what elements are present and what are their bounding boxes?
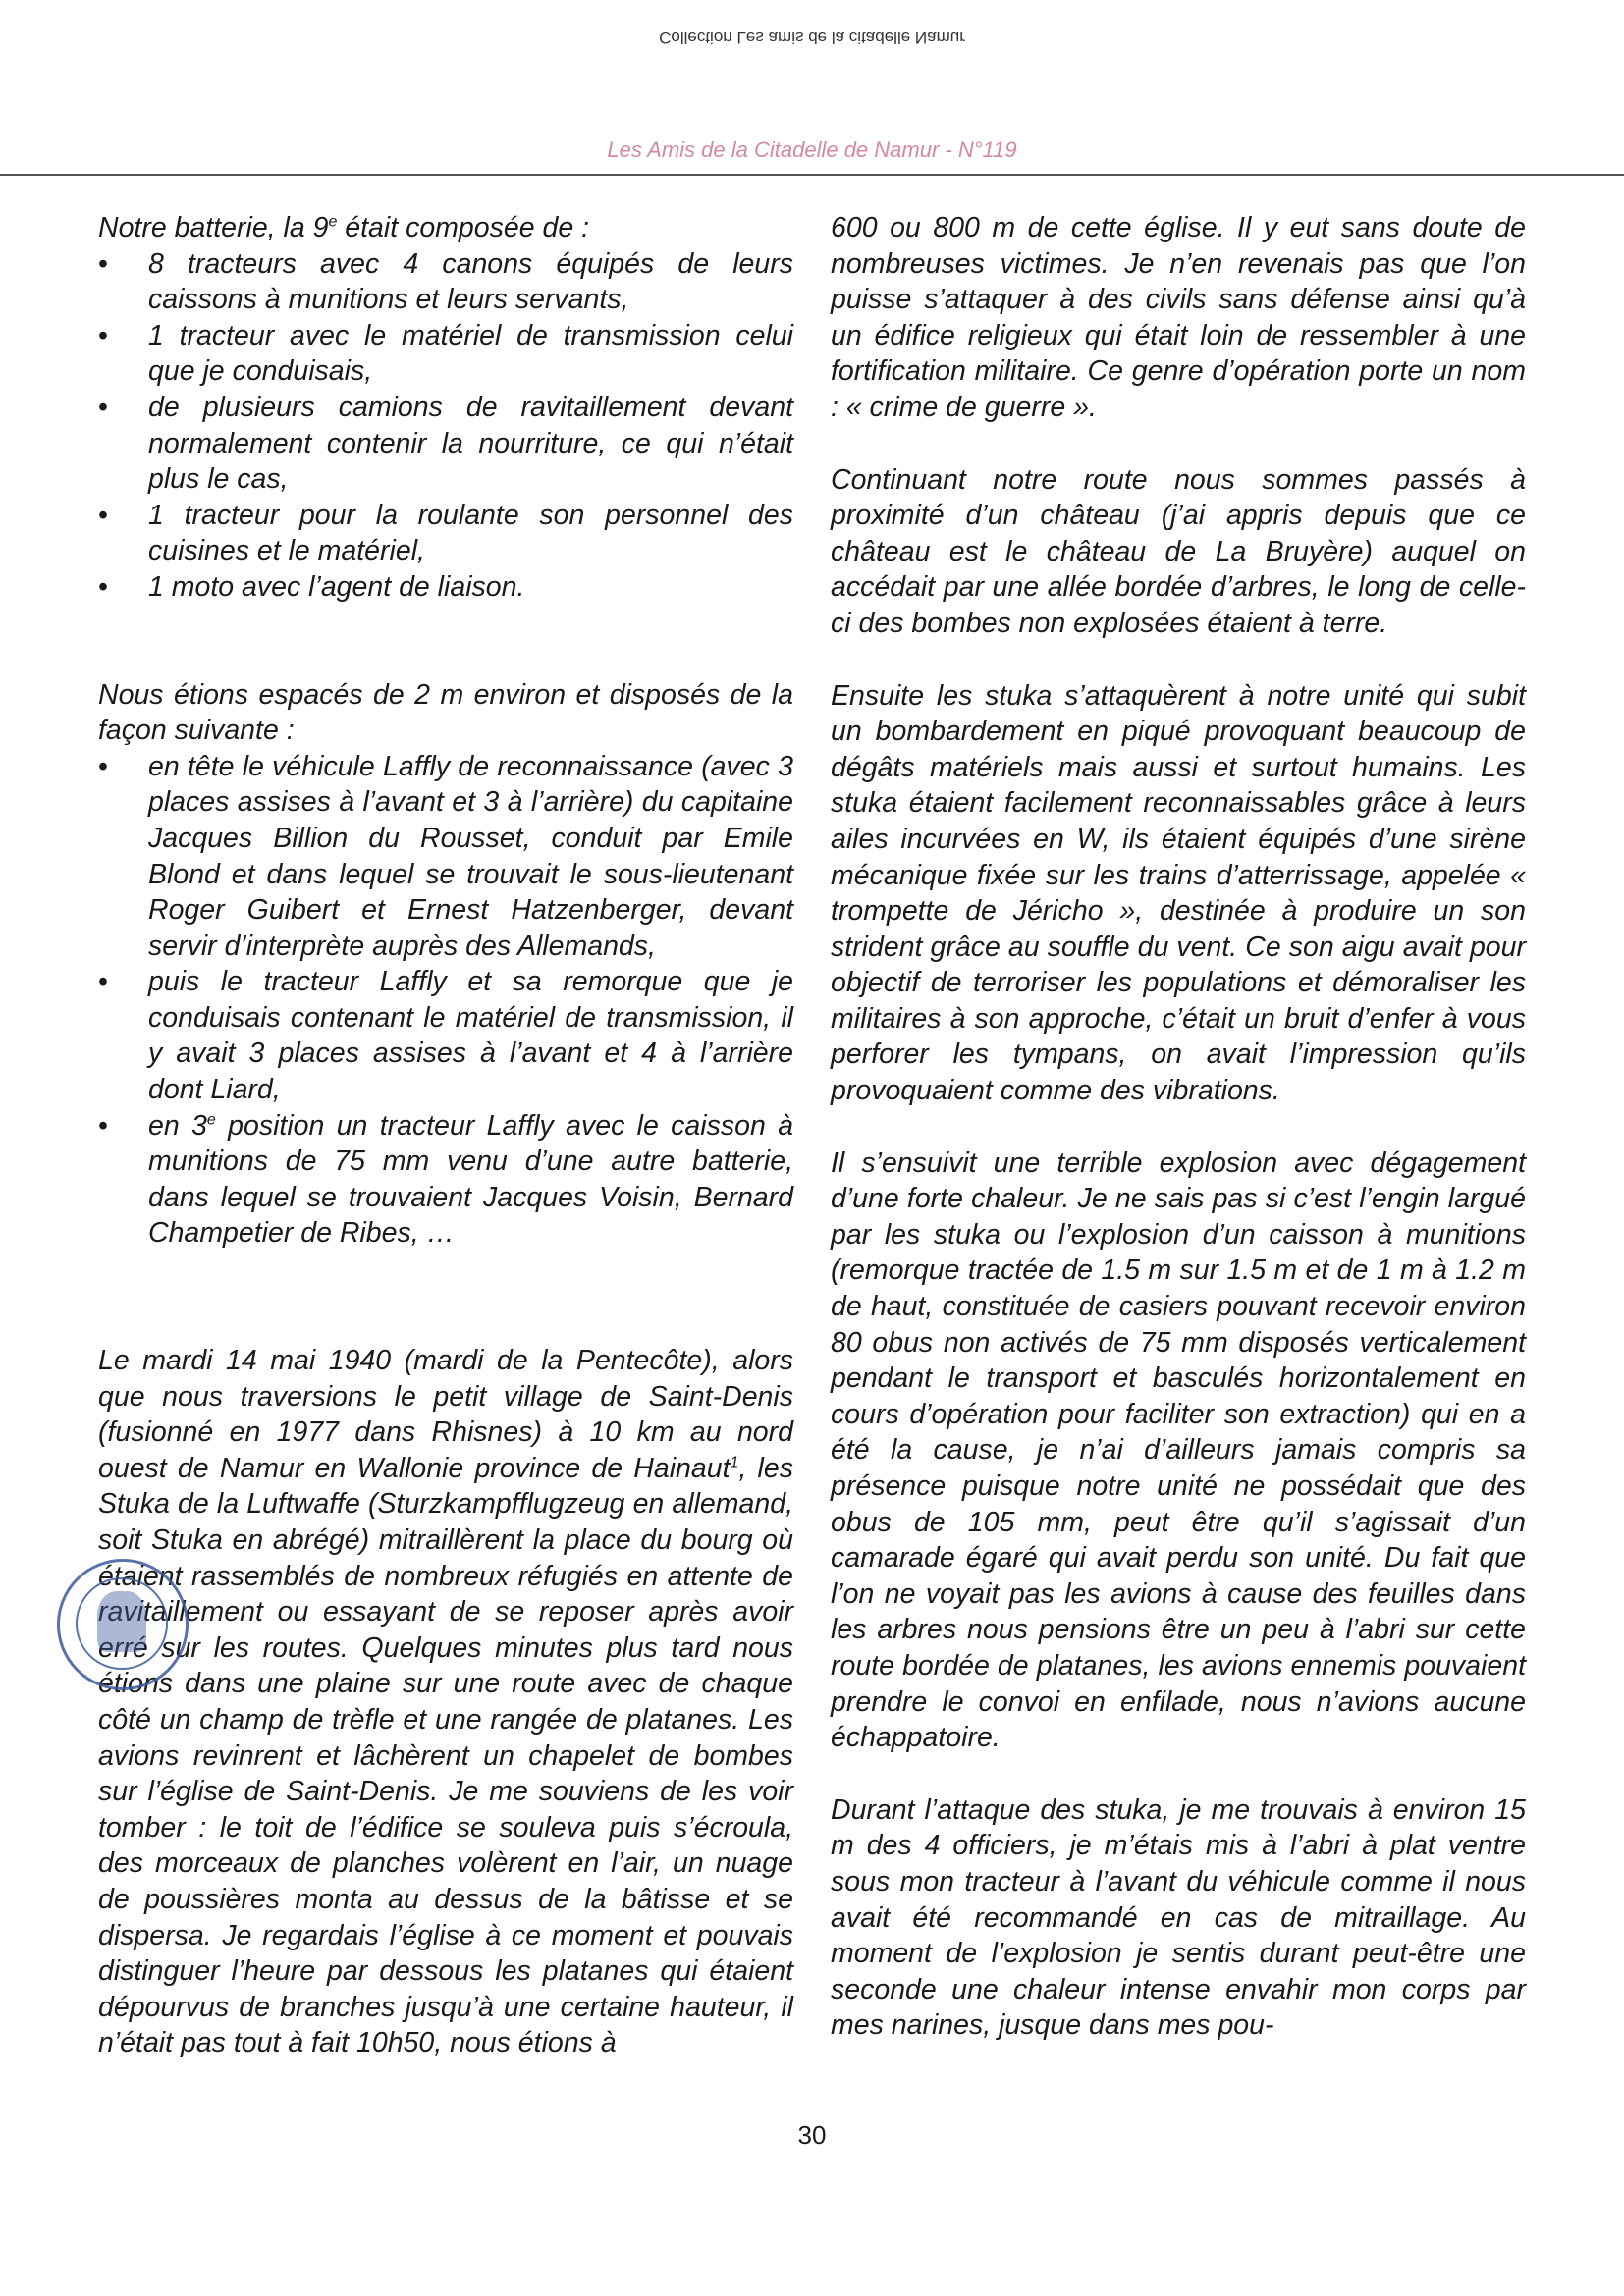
list-text: en 3: [148, 1109, 207, 1142]
spacer: [831, 426, 1526, 462]
intro-text: Notre batterie, la 9: [98, 212, 329, 243]
list-item: • 1 tracteur avec le matériel de transmission celui que je conduisais,: [98, 318, 793, 390]
paragraph: Il s’ensuivit une terrible explosion avec dégagement d’une forte chaleur. Je ne sais pas si c’est l’engin largué par les stuka ou l’explosion d’un caisson à munitions (remorque tractée de 1.5 m sur 1.5 m et de 1 m à 1.2 m de haut, constituée de casiers pouvant recevoir environ 80 obus non activés de 75 mm disposés verticalement pendant le transport et basculés horizontalement en cours d’opération pour faciliter son extraction) qui en a été la cause, je n’ai d’ailleurs jamais compris sa présence puisque notre unité ne possédait que des obus de 105 mm, peut être qu’il s’agissait d’un camarade égaré qui avait perdu son unité. Du fait que l’on ne voyait pas les avions à cause des feuilles dans les arbres nous pensions être un peu à l’abri sur cette route bordée de platanes, les avions ennemis pouvaient prendre le convoi en enfilade, nous n’avions aucune échappatoire.: [831, 1147, 1526, 1754]
battery-list: [98, 246, 793, 606]
list-item: • 8 tracteurs avec 4 canons équipés de leurs caissons à munitions et leurs servants,: [98, 246, 793, 318]
formation-paragraph: Nous étions espacés de 2 m environ et disposés de la façon suivante :: [98, 678, 793, 747]
spacer: [831, 1109, 1526, 1146]
mirrored-collection-text: Collection Les amis de la citadelle Namur: [659, 28, 965, 47]
paragraph: Durant l’attaque des stuka, je me trouvais à environ 15 m des 4 officiers, je m’étais mis à l’abri à plat ventre sous mon tracteur à l’avant du véhicule comme il nous avait été recommandé en cas de mitraillage. Au moment de l’explosion je sentis durant peut-être une seconde une chaleur intense envahir mon corps par mes narines, jusque dans mes pou-: [831, 1793, 1526, 2042]
running-header: Les Amis de la Citadelle de Namur - N°119: [607, 137, 1017, 162]
intro-paragraph: [98, 210, 793, 246]
list-item: • 1 tracteur pour la roulante son personnel des cuisines et le matériel,: [98, 498, 793, 569]
library-stamp-icon: [57, 1559, 189, 1690]
paragraph: 600 ou 800 m de cette église. Il y eut sans doute de nombreuses victimes. Je n’en revenais pas que l’on puisse s’attaquer à des civils sans défense ainsi qu’à un édifice religieux qui était loin de ressembler à une fortification militaire. Ce genre d’opération porte un nom : « crime de guerre ».: [831, 212, 1526, 423]
left-column: [98, 210, 793, 2061]
list-item: • en tête le véhicule Laffly de reconnaissance (avec 3 places assises à l’avant et 3 à l’arrière) du capitaine Jacques Billion du Rousset, conduit par Emile Blond et dans lequel se trouvait le sous-lieutenant Roger Guibert et Ernest Hatzenberger, devant servir d’interprète auprès des Allemands,: [98, 749, 793, 965]
right-column: [831, 210, 1526, 2044]
intro-sup: e: [328, 213, 338, 231]
intro-rest: était composée de :: [337, 212, 590, 243]
stamp-figure: [97, 1591, 146, 1652]
spacer: [831, 642, 1526, 678]
spacer: [831, 1756, 1526, 1792]
spacer: [98, 1323, 793, 1343]
list-sup: e: [206, 1111, 216, 1129]
narrative-text: , les Stuka de la Luftwaffe (Sturzkampfflugzeug en allemand, soit Stuka en abrégé) mitraillèrent la place du bourg où étaient rassemblés de nombreux réfugiés en attente de ravitaillement ou essayant de se reposer après avoir erré sur les routes. Quelques minutes plus tard nous étions dans une plaine sur une route avec de chaque côté un champ de trèfle et une rangée de platanes. Les avions revinrent et lâchèrent un chapelet de bombes sur l’église de Saint-Denis. Je me souviens de les voir tomber : le toit de l’édifice se souleva puis s’écroula, des morceaux de planches volèrent en l’air, un nuage de poussières monta au dessus de la bâtisse et se dispersa. Je regardais l’église à ce moment et pouvais distinguer l’heure par dessous les platanes qui étaient dépourvus de branches jusqu’à une certaine hauteur, il n’était pas tout à fait 10h50, nous étions à: [98, 1452, 793, 2059]
narrative-text: Le mardi 14 mai 1940 (mardi de la Pentecôte), alors que nous traversions le petit village de Saint-Denis (fusionné en 1977 dans Rhisnes) à 10 km au nord ouest de Namur en Wallonie province de Hainaut: [98, 1345, 793, 1484]
list-text: position un tracteur Laffly avec le caisson à munitions de 75 mm venu d’une autre batterie, dans lequel se trouvaient Jacques Voisin, Bernard Champetier de Ribes, …: [148, 1109, 793, 1250]
formation-list: [98, 749, 793, 1252]
list-item: • 1 moto avec l’agent de liaison.: [98, 569, 793, 606]
footnote-ref: 1: [730, 1454, 739, 1471]
spacer: [98, 606, 793, 677]
spacer: [98, 1252, 793, 1323]
narrative-paragraph: [98, 1343, 793, 2061]
page-number: 30: [797, 2120, 827, 2150]
list-item: • de plusieurs camions de ravitaillement devant normalement contenir la nourriture, ce qui n’était plus le cas,: [98, 390, 793, 498]
paragraph: Ensuite les stuka s’attaquèrent à notre unité qui subit un bombardement en piqué provoquant beaucoup de dégâts matériels mais aussi et surtout humains. Les stuka étaient facilement reconnaissables grâce à leurs ailes incurvées en W, ils étaient équipés d’une sirène mécanique fixée sur les trains d’atterrissage, appelée « trompette de Jéricho », destinée à produire un son strident grâce au souffle du vent. Ce son aigu avait pour objectif de terroriser les populations et démoraliser les militaires à son approche, c’était un bruit d’enfer à vous perforer les tympans, on avait l’impression qu’ils provoquaient comme des vibrations.: [831, 679, 1526, 1107]
list-item: [98, 1108, 793, 1252]
list-item: • puis le tracteur Laffly et sa remorque que je conduisais contenant le matériel de transmission, il y avait 3 places assises à l’avant et 4 à l’arrière dont Liard,: [98, 964, 793, 1107]
header-rule: [0, 174, 1624, 176]
paragraph: Continuant notre route nous sommes passés à proximité d’un château (j’ai appris depuis que ce château est le château de La Bruyère) auquel on accédait par une allée bordée d’arbres, le long de celle-ci des bombes non explosées étaient à terre.: [831, 463, 1526, 639]
